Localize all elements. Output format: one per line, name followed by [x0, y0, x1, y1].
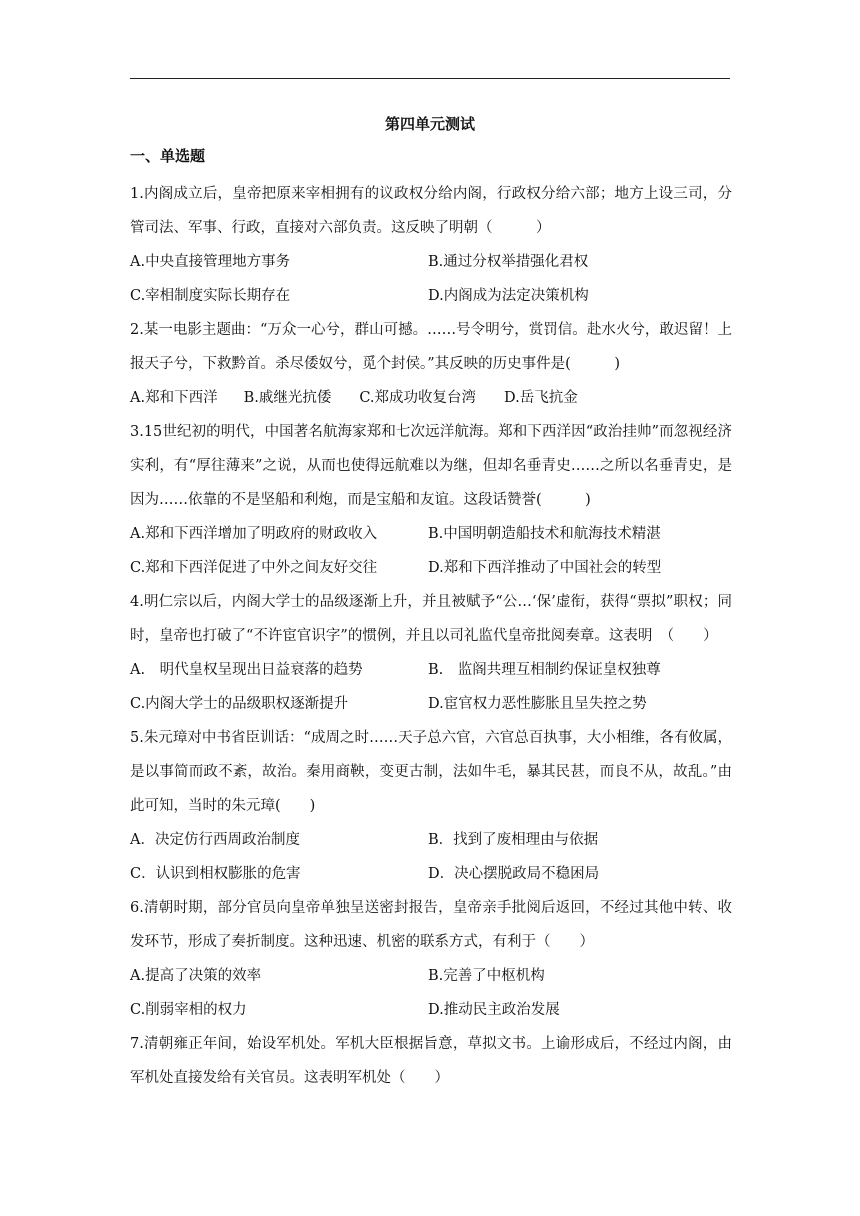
section-heading: 一、单选题: [130, 147, 206, 165]
option-group: [130, 381, 732, 415]
option-b: B.通过分权举措强化君权: [428, 254, 589, 270]
option-d: D．决心摆脱政局不稳困局: [428, 866, 600, 882]
option-c: C.内阁大学士的品级职权逐渐提升: [130, 696, 349, 712]
question-7: [130, 1027, 732, 1095]
option-a: A. 明代皇权呈现出日益衰落的趋势: [130, 662, 363, 678]
option-b: B.戚继光抗倭: [243, 390, 332, 406]
option-d: D.内阁成为法定决策机构: [428, 288, 589, 304]
option-c: C.郑和下西洋促进了中外之间友好交往: [130, 560, 378, 576]
question-5: [130, 721, 732, 891]
option-group: [130, 653, 732, 721]
question-stem: 5.朱元璋对中书省臣训话：“成周之时……天子总六官，六官总百执事，大小相维，各有攸属，是以事简而政不紊，故治。秦用商鞅，变更古制，法如牛毛，暴其民甚，而良不从，故乱。”由此可知，当时的朱元璋( ): [130, 730, 732, 814]
question-stem: 7.清朝雍正年间，始设军机处。军机大臣根据旨意，草拟文书。上谕形成后，不经过内阁，由军机处直接发给有关官员。这表明军机处（ ）: [130, 1036, 732, 1086]
option-c: C.削弱宰相的权力: [130, 1002, 247, 1018]
option-group: [130, 823, 732, 891]
question-list: [130, 177, 732, 1095]
option-group: [130, 517, 732, 585]
option-group: [130, 959, 732, 1027]
page-title: 第四单元测试: [384, 115, 475, 133]
question-stem: 1.内阁成立后，皇帝把原来宰相拥有的议政权分给内阁，行政权分给六部；地方上设三司，分管司法、军事、行政，直接对六部负责。这反映了明朝（ ）: [130, 186, 732, 236]
question-stem: 4.明仁宗以后，内阁大学士的品级逐渐上升，并且被赋予“公…‘保’虚衔，获得“票拟”职权；同时，皇帝也打破了“不许宦官识字”的惯例，并且以司礼监代皇帝批阅奏章。这表明 （ ）: [130, 594, 732, 644]
option-a: A．决定仿行西周政治制度: [130, 832, 300, 848]
question-2: [130, 313, 732, 415]
question-stem: 3.15世纪初的明代，中国著名航海家郑和七次远洋航海。郑和下西洋因“政治挂帅”而忽视经济实利，有“厚往薄来”之说，从而也使得远航难以为继，但却名垂青史……之所以名垂青史，是因为……依靠的不是坚船和利炮，而是宝船和友谊。这段话赞誉( ): [130, 424, 732, 508]
option-group: [130, 245, 732, 313]
option-a: A.郑和下西洋增加了明政府的财政收入: [130, 526, 378, 542]
option-d: D.宦官权力恶性膨胀且呈失控之势: [428, 696, 647, 712]
option-a: A.中央直接管理地方事务: [130, 254, 291, 270]
question-stem: 6.清朝时期，部分官员向皇帝单独呈送密封报告，皇帝亲手批阅后返回，不经过其他中转、收发环节，形成了奏折制度。这种迅速、机密的联系方式，有利于（ ）: [130, 900, 732, 950]
header-rule: [130, 78, 730, 79]
option-b: B. 监阁共理互相制约保证皇权独尊: [428, 662, 661, 678]
question-6: [130, 891, 732, 1027]
question-stem: 2.某一电影主题曲：“万众一心兮，群山可撼。……号令明兮，赏罚信。赴水火兮，敢迟留！上报天子兮，下救黔首。杀尽倭奴兮，觅个封侯。”其反映的历史事件是( ): [130, 322, 732, 372]
option-d: D.郑和下西洋推动了中国社会的转型: [428, 560, 662, 576]
option-b: B.完善了中枢机构: [428, 968, 545, 984]
option-d: D.岳飞抗金: [504, 390, 578, 406]
option-d: D.推动民主政治发展: [428, 1002, 560, 1018]
option-c: C．认识到相权膨胀的危害: [130, 866, 301, 882]
option-a: A.提高了决策的效率: [130, 968, 262, 984]
question-3: [130, 415, 732, 585]
option-c: C.宰相制度实际长期存在: [130, 288, 291, 304]
question-1: [130, 177, 732, 313]
option-b: B.中国明朝造船技术和航海技术精湛: [428, 526, 661, 542]
option-c: C.郑成功收复台湾: [359, 390, 477, 406]
question-4: [130, 585, 732, 721]
option-a: A.郑和下西洋: [130, 390, 218, 406]
option-b: B．找到了废相理由与依据: [428, 832, 599, 848]
